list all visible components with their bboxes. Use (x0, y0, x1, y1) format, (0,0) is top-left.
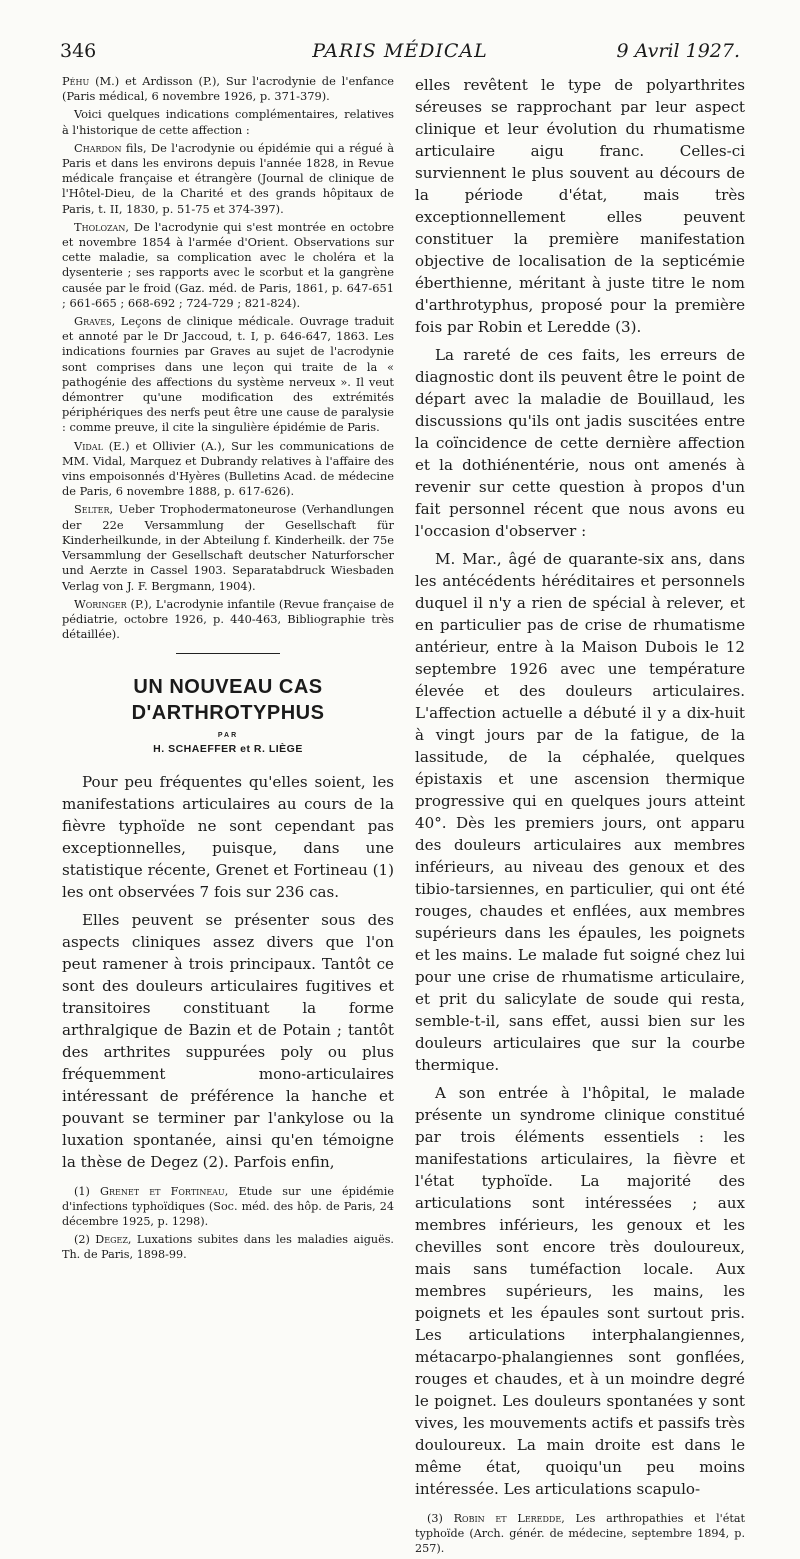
title-line: UN NOUVEAU CAS (133, 676, 323, 699)
ref-text: , Leçons de clinique médicale. Ouvrage traduit et annoté par le Dr Jaccoud, t. I, p. 646-647, 1863. Les indications fournies par Graves au sujet de l'acrodynie sont comprises dans une leçon qui traite de la « pathogénie des affections du système nerveux ». Il veut démontrer qu'une modification des extrémités périphériques des nerfs peut être une cause de paralysie : comme preuve, il cite la singulière épidémie de Paris. (62, 314, 394, 435)
ref-author: Woringer (74, 596, 127, 611)
footnote-text: , Les arthropathies et l'état typhoïde (Arch. génér. de médecine, septembre 1894, p. 257). (415, 1512, 746, 1555)
right-column (415, 74, 745, 1559)
reference-item (62, 220, 394, 311)
footnote-text: , Etude sur une épidémie d'infections typhoïdiques (Soc. méd. des hôp. de Paris, 24 décembre 1925, p. 1298). (62, 1185, 394, 1228)
ref-text: (E.) et Ollivier (A.), Sur les communications de MM. Vidal, Marquez et Dubrandy relatives à l'affaire des vins empoisonnés d'Hyères (Bulletins Acad. de médecine de Paris, 6 novembre 1888, p. 617-626). (62, 438, 394, 499)
body-paragraph: A son entrée à l'hôpital, le malade présente un syndrome clinique constitué par trois éléments essentiels : les manifestations articulaires, la fièvre et l'état typhoïde. La majorité des articulations sont intéressées ; aux membres inférieurs, les genoux et les chevilles sont encore très douloureux, mais sans tuméfaction locale. Aux membres supérieurs, les mains, les poignets et les épaules sont surtout pris. Les articulations interphalangiennes, métacarpo-phalangiennes sont gonflées, rouges et chaudes, et à un moindre degré le poignet. Les douleurs spontanées y sont vives, les mouvements actifs et passifs très douloureux. La main droite est dans le même état, quoiqu'un peu moins intéressée. Les articulations scapulo- (415, 1084, 745, 1498)
reference-item (62, 107, 394, 137)
body-paragraph: Pour peu fréquentes qu'elles soient, les manifestations articulaires au cours de la fièvre typhoïde ne sont cependant pas exceptionnelles, puisque, dans une statistique récente, Grenet et Fortineau (1) les ont observées 7 fois sur 236 cas. (62, 773, 394, 902)
body-paragraph: La rareté de ces faits, les erreurs de diagnostic dont ils peuvent être le point de départ avec la maladie de Bouillaud, les discussions qu'ils ont jadis suscitées entre la coïncidence de cette dernière affection et la dothiénentérie, nous ont amenés à revenir sur cette question à propos d'un fait personnel récent que nous avons eu l'occasion d'observer : (415, 346, 745, 540)
footnote-author: (2) Degez (74, 1232, 128, 1246)
reference-item (62, 314, 394, 436)
ref-author: Chardon (74, 140, 122, 155)
title-line: D'ARTHROTYPHUS (131, 702, 325, 725)
issue-date: 9 Avril 1927. (616, 40, 740, 62)
footnote-author: (3) Robin et Leredde (427, 1512, 562, 1525)
footnote (62, 1185, 394, 1229)
footnote (62, 1233, 394, 1263)
article-authors: H. SCHAEFFER et R. LIÈGE (153, 743, 303, 756)
ref-author: Graves (74, 314, 112, 329)
page-number: 346 (60, 40, 97, 62)
ref-author: Péhu (62, 74, 90, 88)
ref-text: fils, De l'acrodynie ou épidémie qui a régué à Paris et dans les environs depuis l'année 1828, in Revue médicale française et étrangère (Journal de clinique de l'Hôtel-Dieu, de la Charité et des grands hôpitaux de Paris, t. II, 1830, p. 51-75 et 374-397). (62, 140, 394, 216)
byline-par: PAR (217, 732, 239, 740)
body-paragraph: elles revêtent le type de polyarthrites séreuses se rapprochant par leur aspect clinique et leur évolution du rhumatisme articulaire aigu franc. Celles-ci surviennent le plus souvent au décours de la période d'état, mais très exceptionnellement elles peuvent constituer la première manifestation objective de localisation de la septicémie éberthienne, méritant à juste titre le nom d'arthrotyphus, proposé pour la première fois par Robin et Leredde (3). (415, 76, 745, 336)
reference-item (62, 502, 394, 593)
ref-text: Voici quelques indications complémentaires, relatives à l'historique de cette affection : (62, 107, 394, 137)
ref-text: (M.) et Ardisson (P.), Sur l'acrodynie de l'enfance (Paris médical, 6 novembre 1926, p. 371-379). (62, 74, 394, 104)
reference-item (62, 597, 394, 643)
reference-item (62, 74, 394, 104)
body-paragraph: Elles peuvent se présenter sous des aspects cliniques assez divers que l'on peut ramener à trois principaux. Tantôt ce sont des douleurs articulaires fugitives et transitoires constituant la forme arthralgique de Bazin et de Potain ; tantôt des arthrites suppurées poly ou plus fréquemment mono-articulaires intéressant de préférence la hanche et pouvant se terminer par l'ankylose ou la luxation spontanée, ainsi qu'en témoigne la thèse de Degez (2). Parfois enfin, (62, 911, 394, 1172)
footnote (415, 1512, 745, 1556)
page-header (60, 40, 740, 68)
reference-item (62, 141, 394, 217)
ref-text: (P.), L'acrodynie infantile (Revue française de pédiatrie, octobre 1926, p. 440-463, Bibliographie très détaillée). (62, 596, 394, 642)
body-paragraph: M. Mar., âgé de quarante-six ans, dans les antécédents héréditaires et personnels duquel il n'y a rien de spécial à relever, et en particulier pas de crise de rhumatisme antérieur, entre à la Maison Dubois le 12 septembre 1926 avec une température élevée et des douleurs articulaires. L'affection actuelle a débuté il y a dix-huit à vingt jours par de la fatigue, de la lassitude, de la céphalée, quelques épistaxis et une ascension thermique progressive qui en quelques jours atteint 40°. Dès les premiers jours, ont apparu des douleurs articulaires aux membres inférieurs, au niveau des genoux et des tibio-tarsiennes, en particulier, qui ont été rouges, chaudes et enflées, aux membres supérieurs dans les épaules, les poignets et les mains. Le malade fut soigné chez lui pour une crise de rhumatisme articulaire, et prit du salicylate de soude qui resta, semble-t-il, sans effet, aussi bien sur les douleurs articulaires que sur la courbe thermique. (415, 550, 745, 1074)
section-divider (176, 653, 280, 654)
ref-author: Tholozan (74, 219, 126, 234)
footnote-text: , Luxations subites dans les maladies aiguës. Th. de Paris, 1898-99. (62, 1232, 394, 1261)
left-column (62, 74, 394, 1265)
footnote-author: (1) Grenet et Fortineau (74, 1185, 225, 1199)
ref-text: , Ueber Trophodermatoneurose (Verhandlungen der 22e Versammlung der Gesellschaft für Kinderheilkunde, in der Abteilung f. Kinderheilk. der 75e Versammlung der Gesellschaft deutscher Naturforscher und Aerzte in Cassel 1903. Separatabdruck Wiesbaden Verlag von J. F. Bergmann, 1904). (62, 502, 394, 593)
ref-author: Selter (74, 502, 110, 517)
ref-author: Vidal (74, 438, 103, 453)
journal-title: PARIS MÉDICAL (312, 40, 488, 62)
ref-text: , De l'acrodynie qui s'est montrée en octobre et novembre 1854 à l'armée d'Orient. Observations sur cette maladie, sa complication avec le choléra et la dysenterie ; ses rapports avec le scorbut et la gangrène causée par le froid (Gaz. méd. de Paris, 1861, p. 647-651 ; 661-665 ; 668-692 ; 724-729 ; 821-824). (62, 219, 394, 310)
bibliography (62, 74, 394, 642)
reference-item (62, 439, 394, 500)
article-title (62, 674, 394, 726)
